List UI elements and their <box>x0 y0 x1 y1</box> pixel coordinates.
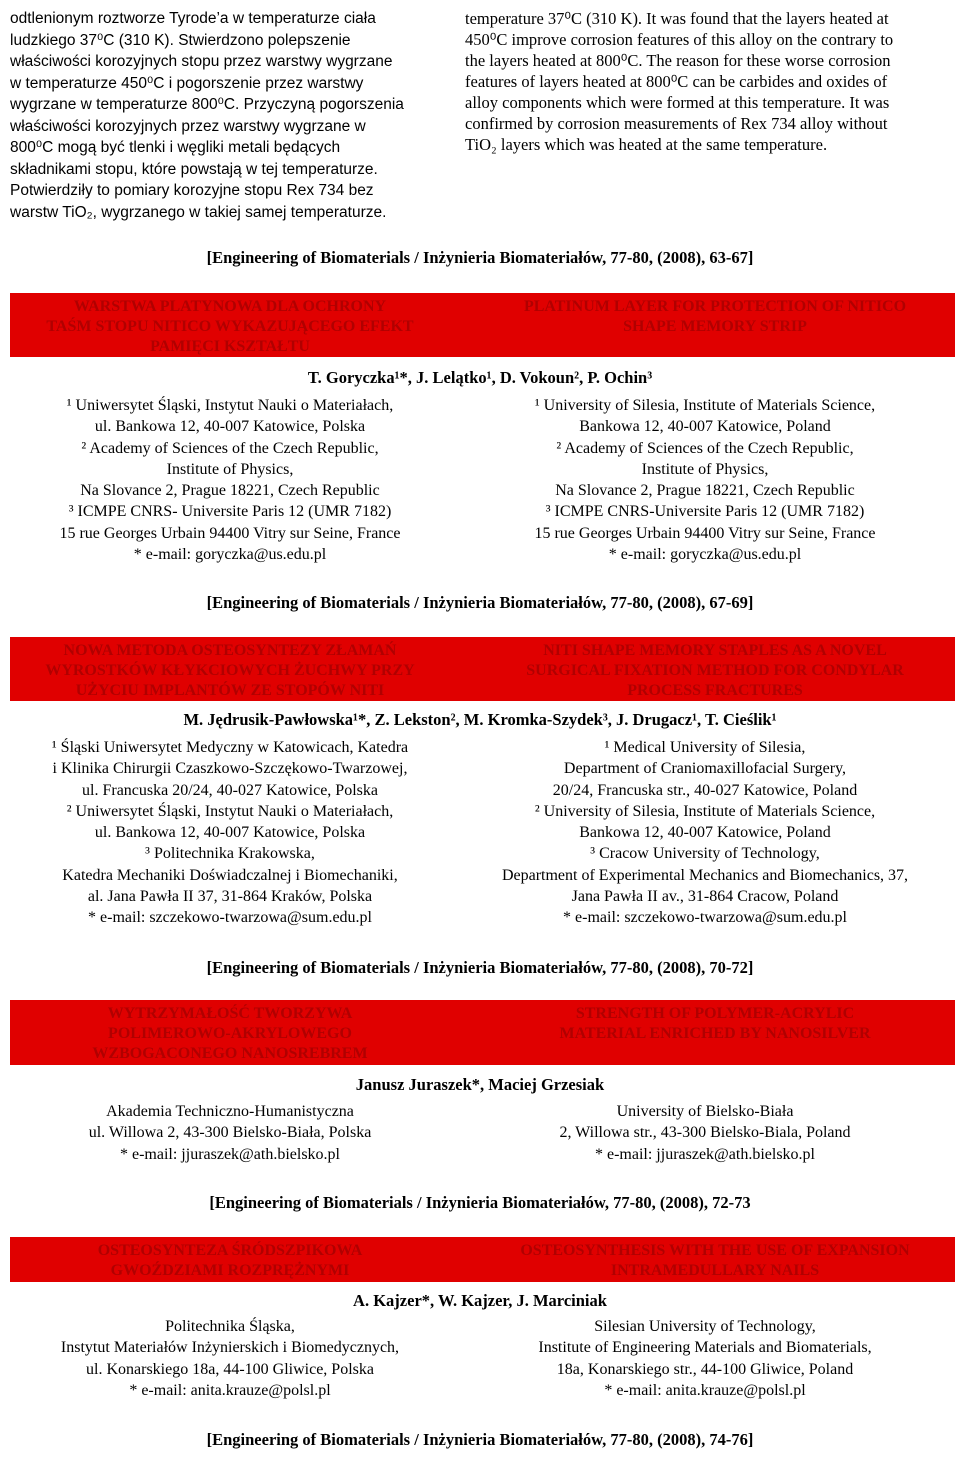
text-line: właściwości korozyjnych przez warstwy wygrzane w <box>10 117 366 135</box>
journal-reference: [Engineering of Biomaterials / Inżynieria Biomateriałów, 77-80, (2008), 72-73 <box>209 1193 751 1212</box>
affiliation-en: Silesian University of Technology, Institute of Engineering Materials and Biomaterials, 18a, Konarskiego str., 44-100 Gliwice, Poland * e-mail: anita.krauze@polsl.pl <box>538 1318 872 1399</box>
journal-reference: [Engineering of Biomaterials / Inżynieria Biomateriałów, 77-80, (2008), 70-72] <box>206 958 754 977</box>
journal-reference: [Engineering of Biomaterials / Inżynieria Biomateriałów, 77-80, (2008), 63-67] <box>206 248 754 267</box>
article-title-pl: WARSTWA PLATYNOWA DLA OCHRONY TAŚM STOPU NITICO WYKAZUJĄCEGO EFEKT PAMIĘCI KSZTAŁTU <box>46 298 414 355</box>
article-authors: Janusz Juraszek*, Maciej Grzesiak <box>355 1075 605 1094</box>
text-line: temperature 37⁰C (310 K). It was found that the layers heated at <box>465 9 889 28</box>
article-title-en: OSTEOSYNTHESIS WITH THE USE OF EXPANSION INTRAMEDULLARY NAILS <box>520 1242 910 1279</box>
text-line: 800⁰C mogą być tlenki i węgliki metali będących <box>10 139 341 156</box>
text-line: warstw TiO₂, wygrzanego w takiej samej temperaturze. <box>10 203 387 221</box>
affiliation-en: University of Bielsko-Biała 2, Willowa str., 43-300 Bielsko-Biala, Poland * e-mail: jjuraszek@ath.bielsko.pl <box>559 1103 851 1163</box>
text-line: features of layers heated at 800⁰C can be carbides and oxides of <box>465 72 888 91</box>
text-line: TiO₂ layers which was heated at the same temperature. <box>465 135 828 154</box>
journal-reference: [Engineering of Biomaterials / Inżynieria Biomateriałów, 77-80, (2008), 74-76] <box>206 1430 754 1449</box>
intro-text-en <box>465 8 945 155</box>
article-authors: A. Kajzer*, W. Kajzer, J. Marciniak <box>353 1291 607 1310</box>
affiliation-pl: Akademia Techniczno-Humanistyczna ul. Willowa 2, 43-300 Bielsko-Biała, Polska * e-mail: jjuraszek@ath.bielsko.pl <box>88 1103 372 1163</box>
affiliation-pl: Politechnika Śląska, Instytut Materiałów Inżynierskich i Biomedycznych, ul. Konarskiego 18a, 44-100 Gliwice, Polska * e-mail: anita.krauze@polsl.pl <box>60 1318 400 1399</box>
affiliation-en: ¹ University of Silesia, Institute of Materials Science, Bankowa 12, 40-007 Katowice, Poland ² Academy of Sciences of the Czech Republic, Institute of Physics, Na Slovance 2, Prague 18221, Czech Republic ³ ICMPE CNRS-Universite Paris 12 (UMR 7182) 15 rue Georges Urbain 94400 Vitry sur Seine, France * e-mail: goryczka@us.edu.pl <box>534 397 876 564</box>
affiliation-pl: ¹ Uniwersytet Śląski, Instytut Nauki o Materiałach, ul. Bankowa 12, 40-007 Katowice, Polska ² Academy of Sciences of the Czech Republic, Institute of Physics, Na Slovance 2, Prague 18221, Czech Republic ³ ICMPE CNRS- Universite Paris 12 (UMR 7182) 15 rue Georges Urbain 94400 Vitry sur Seine, France * e-mail: goryczka@us.edu.pl <box>59 397 401 564</box>
text-line: wygrzane w temperaturze 800⁰C. Przyczyną pogorszenia <box>10 96 404 113</box>
text-line: confirmed by corrosion measurements of Rex 734 alloy without <box>465 114 888 133</box>
text-line: alloy components which were formed at this temperature. It was <box>465 93 890 112</box>
text-line: odtlenionym roztworze Tyrode’a w temperaturze ciała <box>10 10 376 27</box>
text-line: w temperaturze 450⁰C i pogorszenie przez warstwy <box>10 74 364 92</box>
article-title-en: STRENGTH OF POLYMER-ACRYLIC MATERIAL ENRICHED BY NANOSILVER <box>559 1005 871 1042</box>
intro-text-pl <box>10 8 445 223</box>
article-title-en: NITI SHAPE MEMORY STAPLES AS A NOVEL SURGICAL FIXATION METHOD FOR CONDYLAR PROCESS FRACTURES <box>526 642 904 699</box>
article-title-pl: NOWA METODA OSTEOSYNTEZY ZŁAMAŃ WYROSTKÓW KŁYKCIOWYCH ŻUCHWY PRZY UŻYCIU IMPLANTÓW ZE STOPÓW NITI <box>45 642 415 699</box>
article-authors: T. Goryczka¹*, J. Lelątko¹, D. Vokoun², P. Ochin³ <box>307 368 653 387</box>
text-line: ludzkiego 37⁰C (310 K). Stwierdzono polepszenie <box>10 31 351 49</box>
text-line: właściwości korozyjnych stopu przez warstwy wygrzane <box>10 53 393 70</box>
article-title-pl: WYTRZYMAŁOŚĆ TWORZYWA POLIMEROWO-AKRYLOWEGO WZBOGACONEGO NANOSREBREM <box>92 1005 368 1062</box>
text-line: Potwierdziły to pomiary korozyjne stopu Rex 734 bez <box>10 182 374 199</box>
journal-reference: [Engineering of Biomaterials / Inżynieria Biomateriałów, 77-80, (2008), 67-69] <box>206 593 754 612</box>
text-line: 450⁰C improve corrosion features of this alloy on the contrary to <box>465 30 894 49</box>
article-title-en: PLATINUM LAYER FOR PROTECTION OF NITICO SHAPE MEMORY STRIP <box>523 298 907 335</box>
article-title-pl: OSTEOSYNTEZA ŚRÓDSZPIKOWA GWOŹDZIAMI ROZPRĘŻNYMI <box>97 1242 363 1279</box>
text-line: the layers heated at 800⁰C. The reason for these worse corrosion <box>465 51 891 70</box>
article-authors: M. Jędrusik-Pawłowska¹*, Z. Lekston², M. Kromka-Szydek³, J. Drugacz¹, T. Cieślik¹ <box>183 710 777 729</box>
affiliation-en: ¹ Medical University of Silesia, Department of Craniomaxillofacial Surgery, 20/24, Francuska str., 40-027 Katowice, Poland ² University of Silesia, Institute of Materials Science, Bankowa 12, 40-007 Katowice, Poland ³ Cracow University of Technology, Department of Experimental Mechanics and Biomechanics, 37, Jana Pawła II av., 31-864 Cracow, Poland * e-mail: szczekowo-twarzowa@sum.edu.pl <box>501 739 909 927</box>
text-line: składnikami stopu, które powstają w tej temperaturze. <box>10 160 378 178</box>
affiliation-pl: ¹ Śląski Uniwersytet Medyczny w Katowicach, Katedra i Klinika Chirurgii Czaszkowo-Szczękowo-Twarzowej, ul. Francuska 20/24, 40-027 Katowice, Polska ² Uniwersytet Śląski, Instytut Nauki o Materiałach, ul. Bankowa 12, 40-007 Katowice, Polska ³ Politechnika Krakowska, Katedra Mechaniki Doświadczalnej i Biomechaniki, al. Jana Pawła II 37, 31-864 Kraków, Polska * e-mail: szczekowo-twarzowa@sum.edu.pl <box>51 739 409 927</box>
